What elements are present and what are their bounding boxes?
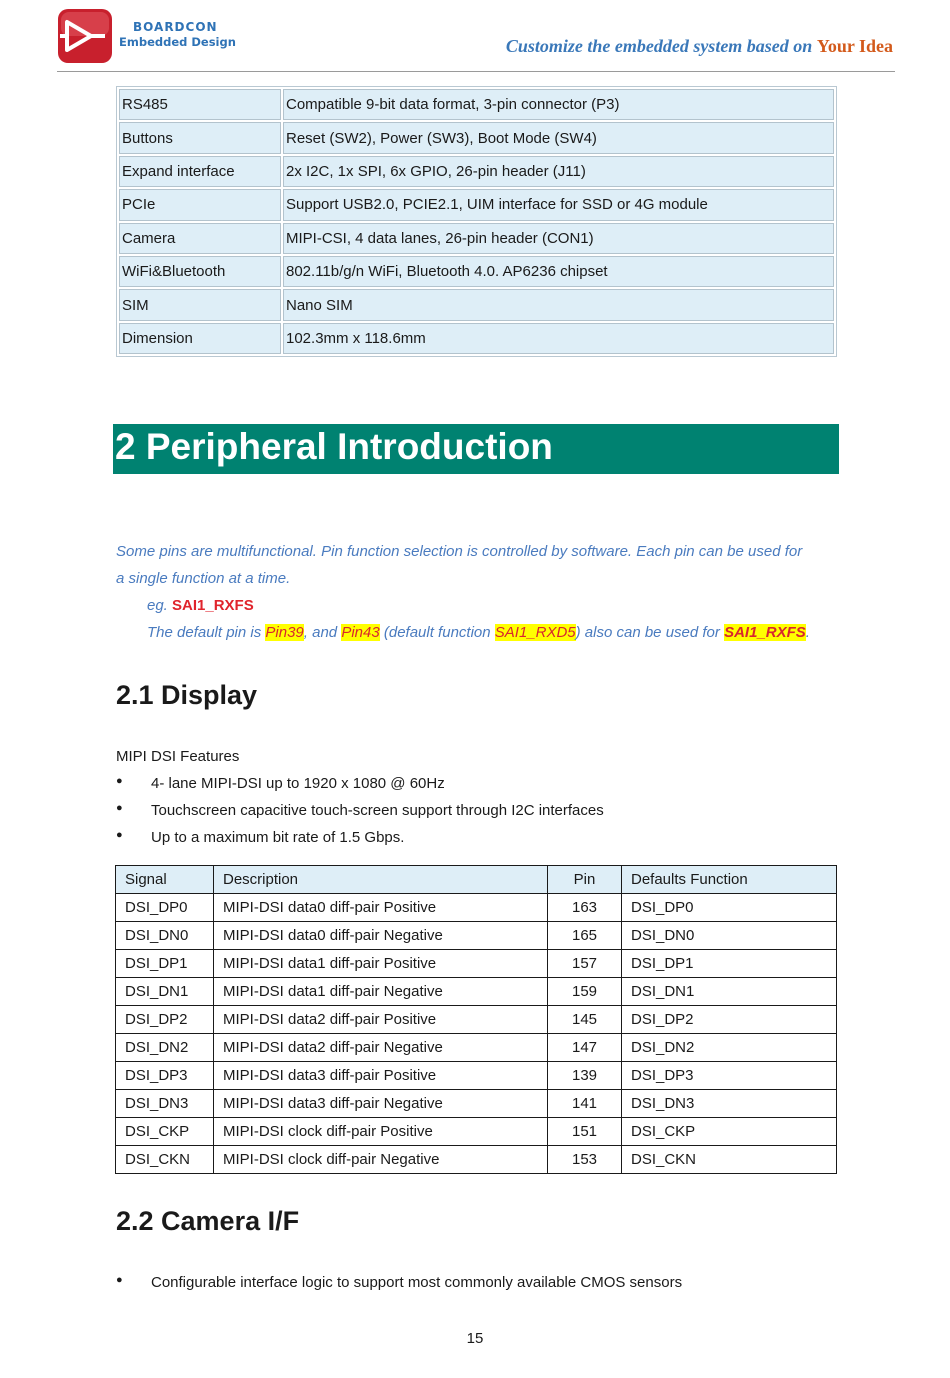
spec-value: Nano SIM	[283, 289, 834, 320]
display-heading: 2.1 Display	[116, 680, 258, 710]
pin39-highlight: Pin39	[265, 624, 304, 641]
note-example	[147, 597, 254, 614]
bullet-text: Configurable interface logic to support most commonly available CMOS sensors	[151, 1274, 683, 1291]
description-cell: MIPI-DSI data3 diff-pair Positive	[214, 1062, 548, 1090]
tagline-accent: Your Idea	[816, 36, 893, 56]
pin-cell: 147	[548, 1034, 622, 1062]
pin-cell: 139	[548, 1062, 622, 1090]
pin-cell: 141	[548, 1090, 622, 1118]
spec-key: PCIe	[119, 189, 281, 220]
default-function-cell: DSI_DN1	[622, 978, 837, 1006]
signal-cell: DSI_DN0	[116, 922, 214, 950]
description-cell: MIPI-DSI data1 diff-pair Positive	[214, 950, 548, 978]
table-row	[116, 1034, 837, 1062]
note-text-c: (default function	[379, 624, 495, 641]
table-row	[116, 950, 837, 978]
tagline-main: Customize the embedded system based on	[505, 36, 817, 56]
spec-key: Camera	[119, 223, 281, 254]
bullet-dot: ●	[116, 829, 123, 841]
brand-line-2: Embedded Design	[119, 35, 236, 49]
bullet-text: 4- lane MIPI-DSI up to 1920 x 1080 @ 60Hz	[151, 775, 445, 792]
spec-value: 802.11b/g/n WiFi, Bluetooth 4.0. AP6236 chipset	[283, 256, 834, 287]
table-row	[119, 122, 834, 153]
display-intro: MIPI DSI Features	[116, 748, 240, 765]
table-row	[116, 1118, 837, 1146]
table-row	[119, 156, 834, 187]
bullet-text: Up to a maximum bit rate of 1.5 Gbps.	[151, 829, 405, 846]
target-highlight: SAI1_RXFS	[724, 624, 806, 641]
table-row	[116, 978, 837, 1006]
note-text-a: The default pin is	[147, 624, 266, 641]
note-line-4	[147, 624, 810, 641]
table-row	[119, 256, 834, 287]
description-cell: MIPI-DSI clock diff-pair Negative	[214, 1146, 548, 1174]
table-row	[119, 289, 834, 320]
table-header-row	[116, 866, 837, 894]
table-row	[116, 894, 837, 922]
dsi-table-body	[116, 894, 837, 1174]
default-function-cell: DSI_DN3	[622, 1090, 837, 1118]
pin-cell: 157	[548, 950, 622, 978]
spec-key: RS485	[119, 89, 281, 120]
signal-cell: DSI_CKP	[116, 1118, 214, 1146]
signal-cell: DSI_DN3	[116, 1090, 214, 1118]
dsi-signal-table	[115, 865, 837, 1174]
default-function-cell: DSI_DN2	[622, 1034, 837, 1062]
note-text-end: .	[805, 624, 810, 641]
spec-key: WiFi&Bluetooth	[119, 256, 281, 287]
section-title-bar	[113, 424, 839, 474]
col-description: Description	[214, 866, 548, 894]
table-row	[119, 223, 834, 254]
table-row	[116, 1090, 837, 1118]
pin43-highlight: Pin43	[341, 624, 380, 641]
default-function-cell: DSI_DN0	[622, 922, 837, 950]
example-signal: SAI1_RXFS	[172, 597, 254, 614]
spec-key: Expand interface	[119, 156, 281, 187]
bullet-text: Touchscreen capacitive touch-screen support through I2C interfaces	[151, 802, 604, 819]
signal-cell: DSI_DP1	[116, 950, 214, 978]
header-divider	[57, 71, 895, 72]
description-cell: MIPI-DSI data1 diff-pair Negative	[214, 978, 548, 1006]
description-cell: MIPI-DSI data0 diff-pair Negative	[214, 922, 548, 950]
default-function-cell: DSI_DP2	[622, 1006, 837, 1034]
signal-cell: DSI_DP0	[116, 894, 214, 922]
default-function-cell: DSI_DP3	[622, 1062, 837, 1090]
col-pin: Pin	[548, 866, 622, 894]
example-prefix: eg.	[147, 597, 173, 614]
pin-cell: 145	[548, 1006, 622, 1034]
default-function-cell: DSI_DP0	[622, 894, 837, 922]
table-row	[116, 1146, 837, 1174]
section-title: 2 Peripheral Introduction	[115, 426, 553, 467]
bullet-dot: ●	[116, 1274, 123, 1286]
table-row	[119, 323, 834, 354]
pin-cell: 165	[548, 922, 622, 950]
col-default-function: Defaults Function	[622, 866, 837, 894]
description-cell: MIPI-DSI data2 diff-pair Positive	[214, 1006, 548, 1034]
table-row	[119, 189, 834, 220]
signal-cell: DSI_DP3	[116, 1062, 214, 1090]
signal-cell: DSI_DN2	[116, 1034, 214, 1062]
table-row	[116, 1006, 837, 1034]
bullet-dot: ●	[116, 775, 123, 787]
table-row	[119, 89, 834, 120]
note-text-b: , and	[303, 624, 342, 641]
description-cell: MIPI-DSI clock diff-pair Positive	[214, 1118, 548, 1146]
spec-key: Dimension	[119, 323, 281, 354]
col-signal: Signal	[116, 866, 214, 894]
brand-line-1: BOARDCON	[133, 20, 218, 34]
description-cell: MIPI-DSI data2 diff-pair Negative	[214, 1034, 548, 1062]
spec-value: 102.3mm x 118.6mm	[283, 323, 834, 354]
func-highlight: SAI1_RXD5	[494, 624, 576, 641]
pin-cell: 151	[548, 1118, 622, 1146]
boardcon-logo	[57, 8, 113, 64]
pin-cell: 163	[548, 894, 622, 922]
table-row	[116, 1062, 837, 1090]
page-header	[0, 0, 950, 76]
spec-key: Buttons	[119, 122, 281, 153]
spec-table	[116, 86, 837, 357]
description-cell: MIPI-DSI data0 diff-pair Positive	[214, 894, 548, 922]
spec-value: Support USB2.0, PCIE2.1, UIM interface for SSD or 4G module	[283, 189, 834, 220]
pin-cell: 153	[548, 1146, 622, 1174]
spec-value: 2x I2C, 1x SPI, 6x GPIO, 26-pin header (J11)	[283, 156, 834, 187]
table-row	[116, 922, 837, 950]
signal-cell: DSI_DN1	[116, 978, 214, 1006]
signal-cell: DSI_DP2	[116, 1006, 214, 1034]
spec-value: MIPI-CSI, 4 data lanes, 26-pin header (CON1)	[283, 223, 834, 254]
spec-value: Compatible 9-bit data format, 3-pin connector (P3)	[283, 89, 834, 120]
default-function-cell: DSI_CKN	[622, 1146, 837, 1174]
description-cell: MIPI-DSI data3 diff-pair Negative	[214, 1090, 548, 1118]
note-text-d: ) also can be used for	[575, 624, 725, 641]
spec-table-body	[119, 89, 834, 354]
camera-heading: 2.2 Camera I/F	[116, 1206, 300, 1236]
header-tagline	[506, 36, 893, 57]
spec-value: Reset (SW2), Power (SW3), Boot Mode (SW4)	[283, 122, 834, 153]
note-line-2: a single function at a time.	[116, 570, 291, 587]
default-function-cell: DSI_CKP	[622, 1118, 837, 1146]
spec-key: SIM	[119, 289, 281, 320]
brand-name	[119, 20, 236, 49]
pin-cell: 159	[548, 978, 622, 1006]
signal-cell: DSI_CKN	[116, 1146, 214, 1174]
note-line-1: Some pins are multifunctional. Pin function selection is controlled by software. Each pin can be used for	[116, 543, 803, 560]
page-number: 15	[466, 1330, 484, 1347]
bullet-dot: ●	[116, 802, 123, 814]
default-function-cell: DSI_DP1	[622, 950, 837, 978]
